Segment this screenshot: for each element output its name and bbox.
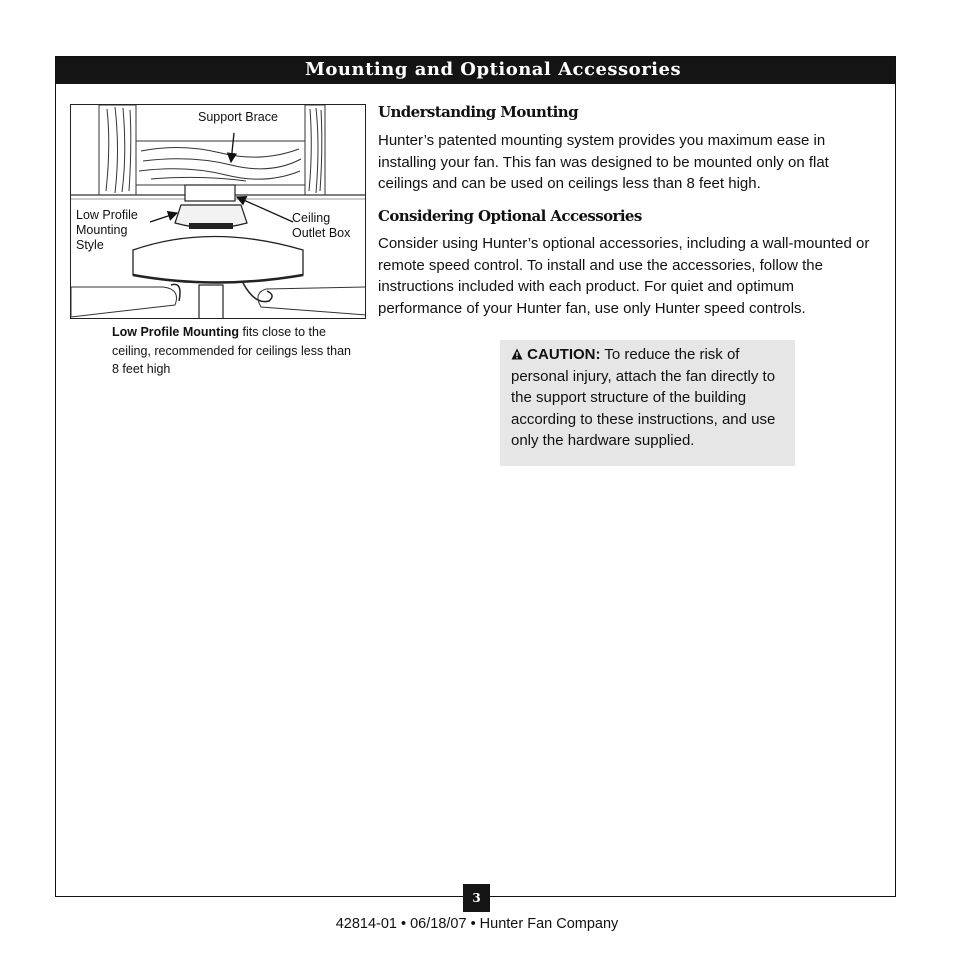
- ceiling-label-line2: Outlet Box: [292, 226, 351, 240]
- warning-triangle-icon: [511, 348, 523, 360]
- title-bar: [56, 57, 895, 84]
- right-blade: [258, 287, 366, 315]
- left-joist: [99, 105, 136, 195]
- low-profile-label-line1: Low Profile: [76, 208, 138, 222]
- caption-text: fits close to the ceiling, recommended for ceilings less than 8 feet high: [112, 325, 352, 376]
- support-brace: [136, 141, 305, 185]
- outlet-box: [185, 185, 235, 201]
- support-brace-arrow: [231, 133, 234, 162]
- low-profile-label-line3: Style: [76, 238, 104, 252]
- page-number: 3: [463, 884, 490, 912]
- section-heading-accessories: Considering Optional Accessories: [378, 207, 642, 225]
- section-body-mounting: Hunter’s patented mounting system provides you maximum ease in installing your fan. This fan was designed to be mounted only on flat ceilings and can be used on ceilings less than 8 feet high.: [378, 132, 829, 193]
- section-body-accessories: Consider using Hunter’s optional accessories, including a wall-mounted or remote speed control. To install and use the accessories, follow the instructions included with each product. For quiet and optimum performance of your Hunter fan, use only Hunter speed controls.: [378, 235, 870, 317]
- page-frame: [55, 56, 896, 905]
- right-joist: [305, 105, 325, 195]
- canopy-collar: [189, 223, 233, 229]
- low-profile-label-line2: Mounting: [76, 223, 128, 237]
- figure-caption: [112, 323, 352, 379]
- motor-housing: [133, 237, 303, 283]
- light-fitting: [199, 285, 223, 319]
- caution-label: CAUTION:: [527, 346, 601, 363]
- left-blade: [71, 287, 177, 317]
- low-profile-arrow: [150, 213, 177, 222]
- page-title: Mounting and Optional Accessories: [305, 59, 682, 80]
- ceiling-outlet-box-label: [292, 211, 350, 241]
- ceiling-label-line1: Ceiling: [292, 211, 331, 225]
- caution-box: [500, 340, 795, 466]
- caution-message: To reduce the risk of personal injury, attach the fan directly to the support structure of the building according to these instructions, and use only the hardware supplied.: [511, 346, 776, 450]
- caption-bold: Low Profile Mounting: [112, 325, 240, 339]
- low-profile-label: [76, 208, 138, 253]
- section-heading-mounting: Understanding Mounting: [378, 103, 578, 121]
- footer: 42814-01 • 06/18/07 • Hunter Fan Company: [335, 916, 619, 932]
- support-brace-label: Support Brace: [198, 110, 278, 124]
- caution-text-block: [511, 344, 793, 452]
- mounting-illustration: [70, 104, 366, 319]
